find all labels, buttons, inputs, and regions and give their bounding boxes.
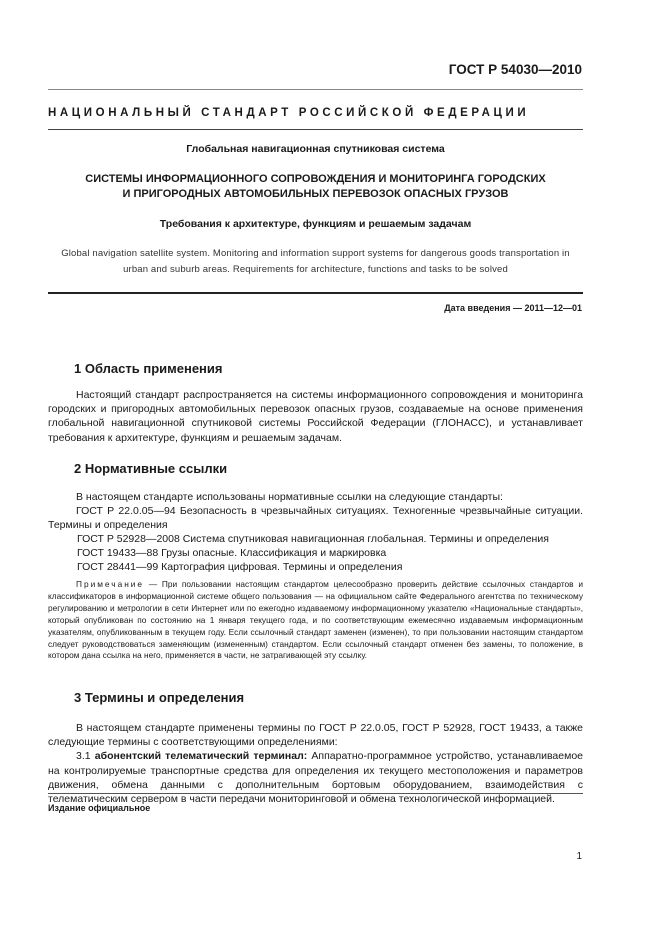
normative-reference-2: ГОСТ Р 52928—2008 Система спутниковая навигационная глобальная. Термины и определения [77,533,549,545]
national-rule [48,129,583,130]
introduction-date: Дата введения — 2011—12—01 [444,303,582,313]
note-text: — При пользовании настоящим стандартом целесообразно проверить действие ссылочных стандартов и классификаторов в информационной системе общего пользования — на официальном сайте Федерального агентства по техническому регулированию и метрологии в сети Интернет или по ежегодно издаваемому информационному указателю «Национальные стандарты», который опубликован по состоянию на 1 января текущего года, и по соответствующим ежемесячно издаваемым информационным указателям, опубликованным в текущем году. Если ссылочный стандарт заменен (изменен), то при пользовании настоящим стандартом следует руководствоваться заменяющим (измененным) стандартом. Если ссылочный стандарт отменен без замены, то положение, в котором дана ссылка на него, применяется в части, не затрагивающей эту ссылку. [48,579,583,661]
normative-reference-4: ГОСТ 28441—99 Картография цифровая. Термины и определения [77,561,403,573]
footer-rule [48,793,583,794]
section-2-intro: В настоящем стандарте использованы нормативные ссылки на следующие стандарты: [76,491,503,503]
section-3-heading: 3 Термины и определения [74,690,245,705]
note-label: Примечание [76,579,145,589]
normative-reference-3: ГОСТ 19433—88 Грузы опасные. Классификация и маркировка [77,547,387,559]
section-2-body [48,490,583,533]
top-rule [48,89,583,90]
section-1-text [48,388,583,445]
document-number: ГОСТ Р 54030—2010 [448,62,582,77]
normative-reference-1: ГОСТ Р 22.0.05—94 Безопасность в чрезвычайных ситуациях. Техногенные чрезвычайные ситуации. Термины и определения [48,505,583,532]
term-name: абонентский телематический терминал: [94,750,308,763]
standard-subtitle: Требования к архитектуре, функциям и решаемым задачам [159,218,472,230]
national-standard-heading: НАЦИОНАЛЬНЫЙ СТАНДАРТ РОССИЙСКОЙ ФЕДЕРАЦИИ [48,107,530,119]
section-1-heading: 1 Область применения [74,361,223,376]
note-block [48,579,583,662]
page-number: 1 [576,851,582,862]
system-group-title: Глобальная навигационная спутниковая система [186,143,445,155]
standard-title-line1: СИСТЕМЫ ИНФОРМАЦИОННОГО СОПРОВОЖДЕНИЯ И МОНИТОРИНГА ГОРОДСКИХ [85,173,546,185]
section-3-intro: В настоящем стандарте применены термины по ГОСТ Р 22.0.05, ГОСТ Р 52928, ГОСТ 19433, а также следующие термины с соответствующими определениями: [48,722,583,749]
english-title-line2: urban and suburb areas. Requirements for architecture, functions and tasks to be solved [123,264,508,275]
official-publication-label: Издание официальное [48,803,151,813]
term-3-1 [48,749,583,806]
section-2-heading: 2 Нормативные ссылки [74,461,228,476]
standard-title-line2: И ПРИГОРОДНЫХ АВТОМОБИЛЬНЫХ ПЕРЕВОЗОК ОПАСНЫХ ГРУЗОВ [122,188,509,200]
term-number: 3.1 [76,750,91,763]
term-definition: Аппаратно-программное устройство, устанавливаемое на контролируемые транспортные средства для определения их текущего местоположения и параметров движения, обмена данными с дополнительным бортовым оборудованием, взаимодействия с телематическим сервером в части передачи мониторинговой и обмена технологической информацией. [48,750,584,806]
english-title-line1: Global navigation satellite system. Monitoring and information support systems for dangerous goods transportation in [61,248,570,259]
standard-title [48,172,583,202]
english-title [48,246,583,278]
title-rule [48,292,583,294]
section-1-paragraph: Настоящий стандарт распространяется на системы информационного сопровождения и мониторинга городских и пригородных автомобильных перевозок опасных грузов, создаваемые на основе применения глобальной навигационной спутниковой системы Российской Федерации (ГЛОНАСС), и устанавливает требования к архитектуре, функциям и решаемым задачам. [48,389,583,444]
